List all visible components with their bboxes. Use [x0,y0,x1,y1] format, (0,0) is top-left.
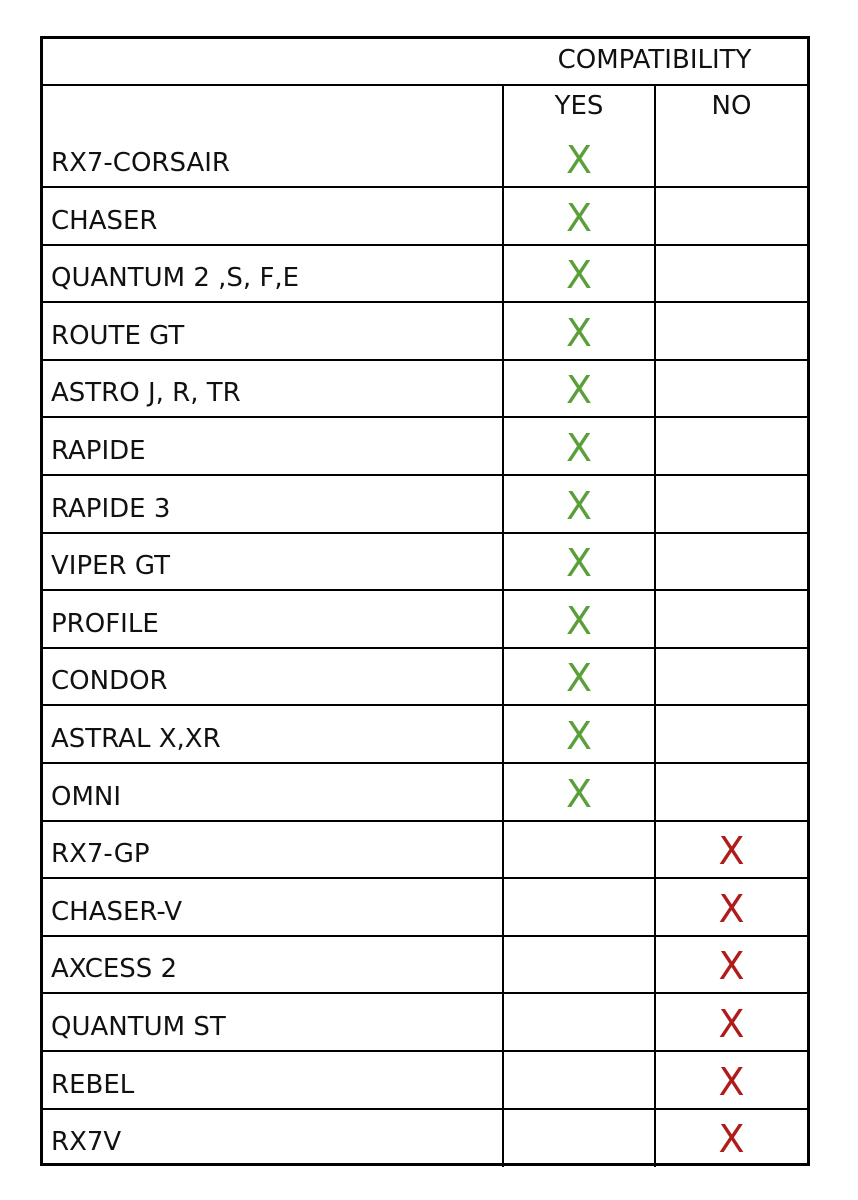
model-name: CONDOR [51,666,168,697]
no-cell [654,994,807,1050]
model-name: QUANTUM 2 ,S, F,E [51,263,300,294]
table-row [43,649,807,707]
no-cross-mark: X [718,1001,745,1046]
table-row [43,303,807,361]
table-row [43,534,807,592]
table-row [43,1110,807,1168]
no-cell [654,188,807,244]
yes-cell [502,1052,654,1108]
model-name: CHASER [51,205,158,236]
table-row [43,246,807,304]
table-row [43,822,807,880]
yes-cell [502,188,654,244]
model-cell [43,476,502,532]
yes-cell [502,879,654,935]
model-name: RX7-CORSAIR [51,148,230,178]
model-name: RAPIDE [51,435,146,466]
yes-cell [502,303,654,359]
yes-check-mark: X [565,541,593,586]
model-cell [43,937,502,993]
table-row [43,476,807,534]
yes-cell [502,361,654,417]
yes-cell [502,476,654,532]
no-cell [654,86,807,186]
table-row [43,188,807,246]
yes-check-mark: X [565,195,593,240]
table-row [43,418,807,476]
model-cell [43,764,502,820]
no-cross-mark: X [718,944,745,989]
table-header-row [43,39,807,86]
no-cell [654,361,807,417]
yes-check-mark: X [565,368,593,413]
no-cross-mark: X [718,829,745,874]
model-cell [43,994,502,1050]
model-name: ASTRAL X,XR [51,723,221,754]
yes-cell [502,246,654,302]
table-row [43,86,807,188]
no-cell [654,246,807,302]
model-cell [43,534,502,590]
model-cell [43,418,502,474]
model-name: AXCESS 2 [51,954,178,985]
no-cell [654,1052,807,1108]
yes-check-mark: X [565,656,593,701]
model-name: PROFILE [51,608,159,639]
model-cell [43,591,502,647]
yes-cell [502,822,654,878]
model-name: ASTRO J, R, TR [51,378,241,409]
no-cell [654,303,807,359]
model-name: RX7-GP [51,839,150,870]
table-row [43,937,807,995]
yes-cell [502,649,654,705]
model-cell [43,303,502,359]
no-cell [654,649,807,705]
model-name: RAPIDE 3 [51,493,171,524]
no-cell [654,534,807,590]
yes-cell [502,418,654,474]
no-cell [654,764,807,820]
yes-check-mark: X [565,598,593,643]
model-name: CHASER-V [51,896,183,927]
model-cell [43,1110,502,1168]
model-name: ROUTE GT [51,320,185,351]
model-cell [43,188,502,244]
no-cell [654,879,807,935]
table-row [43,879,807,937]
model-name: REBEL [51,1069,135,1100]
model-name: RX7V [51,1127,122,1158]
model-cell [43,822,502,878]
column-header-yes: YES [554,91,604,121]
yes-cell [502,591,654,647]
yes-check-mark: X [565,771,593,816]
no-cell [654,1110,807,1168]
model-name: OMNI [51,781,122,812]
model-cell [43,879,502,935]
table-row [43,764,807,822]
no-cell [654,706,807,762]
column-header-no: NO [711,91,752,121]
model-cell [43,246,502,302]
model-cell [43,86,502,186]
no-cross-mark: X [718,886,745,931]
model-cell [43,649,502,705]
no-cross-mark: X [718,1117,745,1162]
model-cell [43,361,502,417]
no-cell [654,418,807,474]
yes-cell [502,994,654,1050]
yes-cell [502,706,654,762]
compatibility-table [40,36,810,1166]
no-cell [654,937,807,993]
yes-cell [502,937,654,993]
no-cross-mark: X [718,1059,745,1104]
yes-check-mark: X [565,253,593,298]
table-row [43,591,807,649]
yes-check-mark: X [565,310,593,355]
no-cell [654,476,807,532]
table-row [43,361,807,419]
yes-check-mark: X [565,483,593,528]
model-name: VIPER GT [51,551,170,582]
table-row [43,706,807,764]
yes-cell [502,764,654,820]
yes-cell [502,1110,654,1168]
yes-check-mark: X [565,713,593,758]
yes-cell [502,534,654,590]
model-cell [43,1052,502,1108]
table-row [43,994,807,1052]
table-title: COMPATIBILITY [557,45,752,75]
model-name: QUANTUM ST [51,1011,226,1042]
no-cell [654,591,807,647]
table-row [43,1052,807,1110]
yes-check-mark: X [565,425,593,470]
no-cell [654,822,807,878]
model-cell [43,706,502,762]
yes-check-mark: X [565,138,593,182]
yes-cell [502,86,654,186]
